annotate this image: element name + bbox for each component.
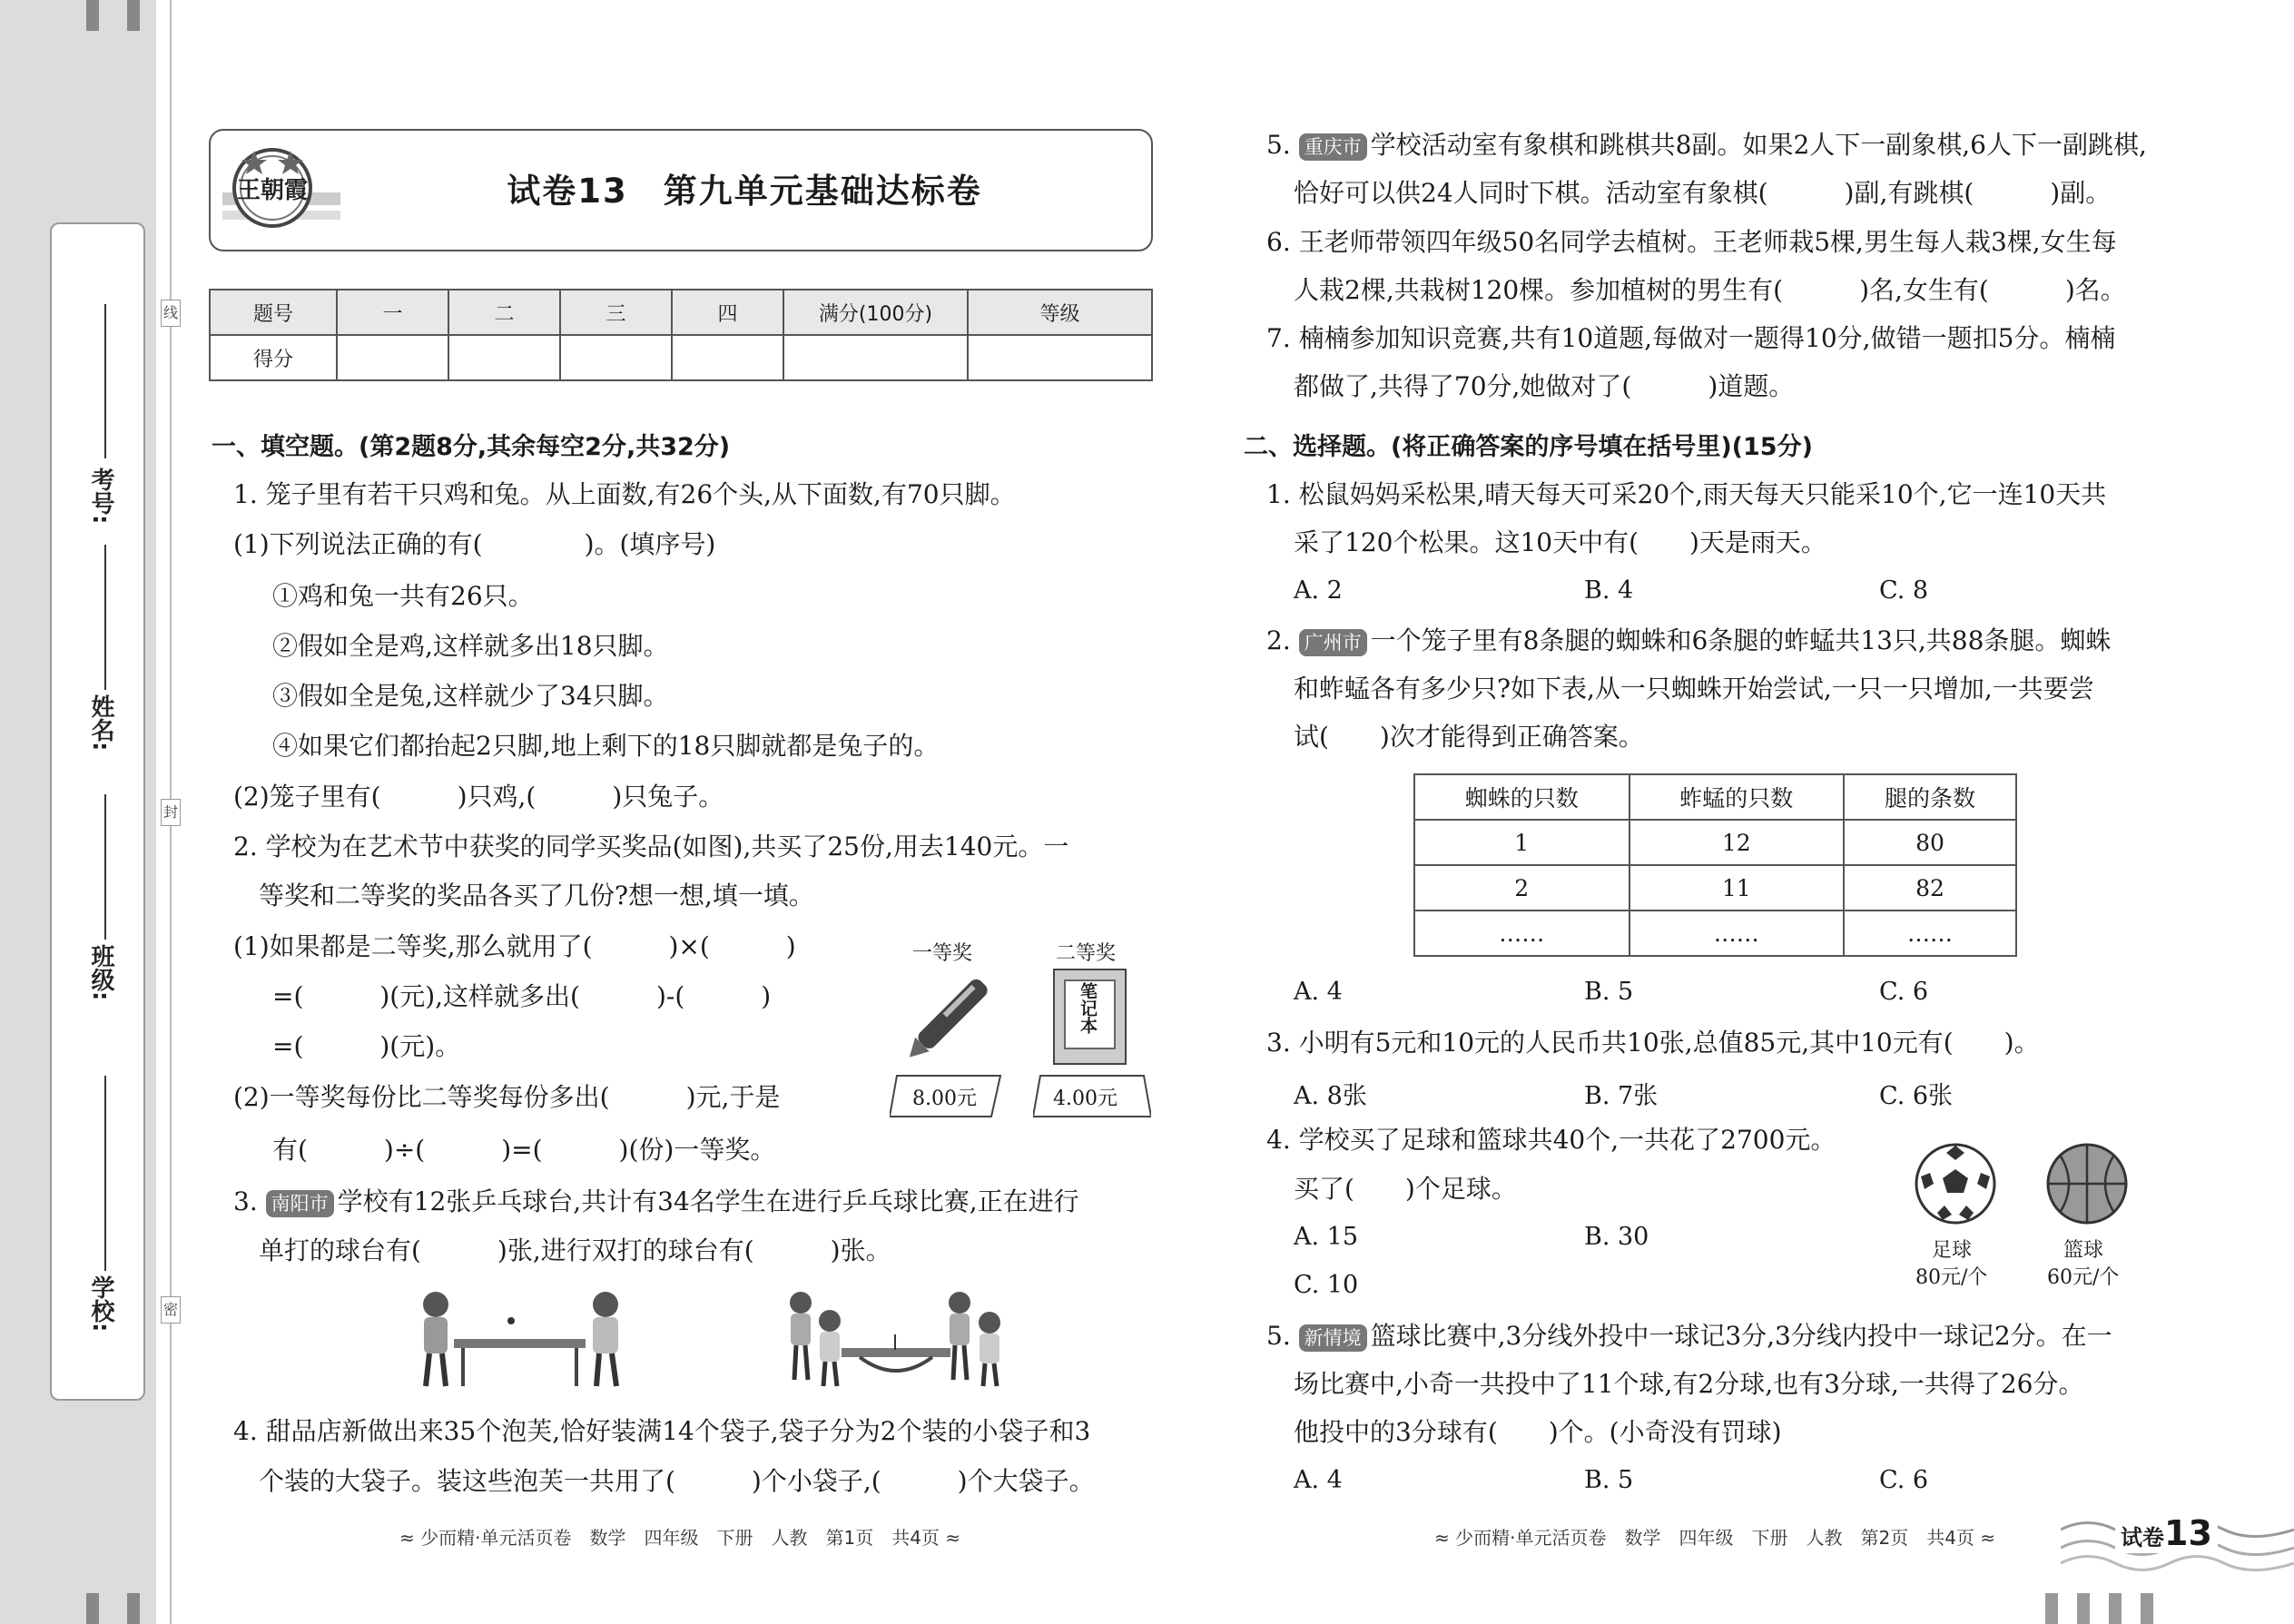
table-cell: 11 xyxy=(1629,865,1845,910)
s2-q3-option-b[interactable]: B. 7张 xyxy=(1584,1082,1659,1110)
table-tennis-doubles-illustration xyxy=(783,1284,1009,1393)
score-header: 满分(100分) xyxy=(783,290,968,335)
basketball-icon xyxy=(2045,1142,2129,1225)
s2-q5-text: 篮球比赛中,3分线外投中一球记3分,3分线内投中一球记2分。在一 xyxy=(1370,1321,2112,1351)
q3-text: 学校有12张乒乓球台,共计有34名学生在进行乒乓球比赛,正在进行 xyxy=(337,1186,1079,1216)
score-header: 题号 xyxy=(210,290,337,335)
cut-mark xyxy=(2141,1593,2153,1624)
q1-sub2: (2)笼子里有( )只鸡,( )只兔子。 xyxy=(233,782,724,812)
section1-heading: 一、填空题。(第2题8分,其余每空2分,共32分) xyxy=(212,433,731,461)
q2-line: =( )(元),这样就多出( )-( ) xyxy=(272,981,772,1011)
seal-char: 封 xyxy=(161,799,181,826)
s2-q2-line xyxy=(1266,623,2111,659)
cut-mark xyxy=(127,1593,140,1624)
r-q7-line: 7. 楠楠参加知识竞赛,共有10道题,每做对一题得10分,做错一题扣5分。楠楠 xyxy=(1266,323,2116,353)
score-header: 等级 xyxy=(968,290,1152,335)
page-title: 试卷13 第九单元基础达标卷 xyxy=(507,172,982,211)
section2-heading: 二、选择题。(将正确答案的序号填在括号里)(15分) xyxy=(1244,433,1813,461)
q2-line: =( )(元)。 xyxy=(272,1031,461,1061)
pen-icon xyxy=(894,971,994,1071)
q2-line: 有( )÷( )=( )(份)一等奖。 xyxy=(272,1135,776,1165)
prize1-price: 8.00元 xyxy=(912,1088,977,1110)
s2-q5-option-a[interactable]: A. 4 xyxy=(1294,1466,1343,1494)
table-cell: 82 xyxy=(1844,865,2016,910)
s2-q3-line: 3. 小明有5元和10元的人民币共10张,总值85元,其中10元有( )。 xyxy=(1266,1028,2040,1058)
score-row-label: 得分 xyxy=(210,335,337,380)
football-icon xyxy=(1914,1142,1997,1225)
s2-q2-line: 和蚱蜢各有多少只?如下表,从一只蜘蛛开始尝试,一只一只增加,一共要尝 xyxy=(1294,674,2094,704)
corner-number: 13 xyxy=(2164,1513,2212,1553)
score-header: 一 xyxy=(337,290,448,335)
table-cell: 2 xyxy=(1414,865,1629,910)
s2-q4-option-c[interactable]: C. 10 xyxy=(1294,1271,1359,1299)
football-label: 足球 xyxy=(1932,1239,1973,1262)
q4-line: 个装的大袋子。装这些泡芙一共用了( )个小袋子,( )个大袋子。 xyxy=(259,1466,1095,1496)
s2-q1-option-b[interactable]: B. 4 xyxy=(1584,576,1634,605)
prize2-price: 4.00元 xyxy=(1053,1088,1117,1110)
table-header: 蜘蛛的只数 xyxy=(1414,774,1629,820)
s2-q4-option-b[interactable]: B. 30 xyxy=(1584,1223,1649,1251)
q3-line: 3. 南阳市 学校有12张乒乓球台,共计有34名学生在进行乒乓球比赛,正在进行 xyxy=(233,1186,1079,1216)
q4-line: 4. 甜品店新做出来35个泡芙,恰好装满14个袋子,袋子分为2个装的小袋子和3 xyxy=(233,1416,1091,1446)
table-cell: …… xyxy=(1629,910,1845,956)
exam-no-line[interactable] xyxy=(104,304,106,458)
spider-grasshopper-table xyxy=(1413,773,2017,957)
seal-char: 线 xyxy=(161,300,181,327)
name-line[interactable] xyxy=(104,545,106,690)
basketball-label: 篮球 xyxy=(2063,1239,2104,1262)
table-tennis-singles-illustration xyxy=(404,1284,635,1393)
s2-q4-option-a[interactable]: A. 15 xyxy=(1294,1223,1359,1251)
student-info-box xyxy=(50,222,145,1401)
s2-q2-text: 一个笼子里有8条腿的蜘蛛和6条腿的蚱蜢共13只,共88条腿。蜘蛛 xyxy=(1370,625,2112,655)
s2-q2-option-a[interactable]: A. 4 xyxy=(1294,978,1343,1006)
r-q5-num: 5. xyxy=(1266,130,1291,160)
q3-line: 单打的球台有( )张,进行双打的球台有( )张。 xyxy=(259,1235,891,1265)
score-cell[interactable] xyxy=(337,335,448,380)
score-cell[interactable] xyxy=(968,335,1152,380)
q1-option: ④如果它们都抬起2只脚,地上剩下的18只脚就都是兔子的。 xyxy=(272,731,940,761)
score-header: 四 xyxy=(672,290,783,335)
footer-left: ≈ 少而精·单元活页卷 数学 四年级 下册 人教 第1页 共4页 ≈ xyxy=(399,1527,961,1549)
seal-char: 密 xyxy=(161,1296,181,1324)
school-line[interactable] xyxy=(104,1076,106,1271)
name-label: 姓名: xyxy=(87,694,114,752)
prize1-label: 一等奖 xyxy=(912,942,973,965)
r-q6-line: 6. 王老师带领四年级50名同学去植树。王老师栽5棵,男生每人栽3棵,女生每 xyxy=(1266,227,2117,257)
q1-option: ③假如全是兔,这样就少了34只脚。 xyxy=(272,681,669,711)
cut-mark xyxy=(2109,1593,2122,1624)
score-cell[interactable] xyxy=(448,335,560,380)
s2-q1-line: 1. 松鼠妈妈采松果,晴天每天可采20个,雨天每天只能采10个,它一连10天共 xyxy=(1266,479,2107,509)
q2-stem: 2. 学校为在艺术节中获奖的同学买奖品(如图),共买了25份,用去140元。一 xyxy=(233,832,1069,861)
cut-mark xyxy=(2045,1593,2058,1624)
table-cell: 80 xyxy=(1844,820,2016,865)
r-q7-line: 都做了,共得了70分,她做对了( )道题。 xyxy=(1294,371,1795,401)
r-q5-line xyxy=(1266,127,2147,163)
q1-option: ①鸡和兔一共有26只。 xyxy=(272,581,534,611)
s2-q1-option-c[interactable]: C. 8 xyxy=(1879,576,1929,605)
score-cell[interactable] xyxy=(672,335,783,380)
cut-mark xyxy=(86,1593,99,1624)
s2-q2-option-b[interactable]: B. 5 xyxy=(1584,978,1634,1006)
r-q5-text: 学校活动室有象棋和跳棋共8副。如果2人下一副象棋,6人下一副跳棋, xyxy=(1370,130,2147,160)
s2-q1-line: 采了120个松果。这10天中有( )天是雨天。 xyxy=(1294,527,1826,557)
s2-q4-line: 买了( )个足球。 xyxy=(1294,1174,1517,1204)
q1-sub1: (1)下列说法正确的有( )。(填序号) xyxy=(233,529,716,559)
score-cell[interactable] xyxy=(560,335,672,380)
logo-text: 王朝霞 xyxy=(236,177,309,204)
class-label: 班级: xyxy=(87,944,114,1001)
r-q6-line: 人栽2棵,共栽树120棵。参加植树的男生有( )名,女生有( )名。 xyxy=(1294,275,2126,305)
region-tag: 广州市 xyxy=(1299,629,1367,656)
s2-q3-option-a[interactable]: A. 8张 xyxy=(1294,1082,1367,1110)
school-label: 学校: xyxy=(87,1275,114,1333)
region-tag: 重庆市 xyxy=(1299,133,1367,161)
table-cell: …… xyxy=(1844,910,2016,956)
q2-line: (1)如果都是二等奖,那么就用了( )×( ) xyxy=(233,931,796,961)
score-table xyxy=(209,289,1153,381)
s2-q5-line: 场比赛中,小奇一共投中了11个球,有2分球,也有3分球,一共得了26分。 xyxy=(1294,1369,2084,1399)
cut-mark xyxy=(2077,1593,2090,1624)
table-cell: …… xyxy=(1414,910,1629,956)
s2-q5-option-c[interactable]: C. 6 xyxy=(1879,1466,1929,1494)
s2-q4-line: 4. 学校买了足球和篮球共40个,一共花了2700元。 xyxy=(1266,1125,1836,1155)
q2-stem: 等奖和二等奖的奖品各买了几份?想一想,填一填。 xyxy=(259,881,814,910)
s2-q5-num: 5. xyxy=(1266,1321,1291,1351)
s2-q5-line: 他投中的3分球有( )个。(小奇没有罚球) xyxy=(1294,1417,1782,1447)
s2-q2-num: 2. xyxy=(1266,625,1291,655)
s2-q2-line: 试( )次才能得到正确答案。 xyxy=(1294,722,1644,752)
s2-q3-option-c[interactable]: C. 6张 xyxy=(1879,1082,1954,1110)
table-cell: 1 xyxy=(1414,820,1629,865)
s2-q5-option-b[interactable]: B. 5 xyxy=(1584,1466,1634,1494)
notebook-text: 笔记本 xyxy=(1078,982,1098,1034)
cut-mark xyxy=(127,0,140,31)
region-tag: 新情境 xyxy=(1299,1324,1367,1352)
score-cell[interactable] xyxy=(783,335,968,380)
s2-q1-option-a[interactable]: A. 2 xyxy=(1294,576,1343,605)
q1-stem: 1. 笼子里有若干只鸡和兔。从上面数,有26个头,从下面数,有70只脚。 xyxy=(233,479,1016,509)
exam-no-label: 考号: xyxy=(87,468,114,525)
football-price: 80元/个 xyxy=(1915,1266,1988,1289)
region-tag: 南阳市 xyxy=(266,1190,334,1217)
table-header: 腿的条数 xyxy=(1844,774,2016,820)
class-line[interactable] xyxy=(104,794,106,940)
table-header: 蚱蜢的只数 xyxy=(1629,774,1845,820)
s2-q2-option-c[interactable]: C. 6 xyxy=(1879,978,1929,1006)
table-cell: 12 xyxy=(1629,820,1845,865)
basketball-price: 60元/个 xyxy=(2047,1266,2120,1289)
s2-q5-line xyxy=(1266,1318,2112,1354)
brand-logo xyxy=(218,138,345,242)
corner-label: 试卷 xyxy=(2121,1525,2164,1550)
score-header: 三 xyxy=(560,290,672,335)
corner-badge xyxy=(2115,1513,2218,1553)
q1-option: ②假如全是鸡,这样就多出18只脚。 xyxy=(272,631,669,661)
prize2-label: 二等奖 xyxy=(1056,942,1117,965)
score-header: 二 xyxy=(448,290,560,335)
footer-right: ≈ 少而精·单元活页卷 数学 四年级 下册 人教 第2页 共4页 ≈ xyxy=(1434,1527,1996,1549)
r-q5-line: 恰好可以供24人同时下棋。活动室有象棋( )副,有跳棋( )副。 xyxy=(1294,178,2112,208)
cut-mark xyxy=(86,0,99,31)
q2-line: (2)一等奖每份比二等奖每份多出( )元,于是 xyxy=(233,1082,781,1112)
